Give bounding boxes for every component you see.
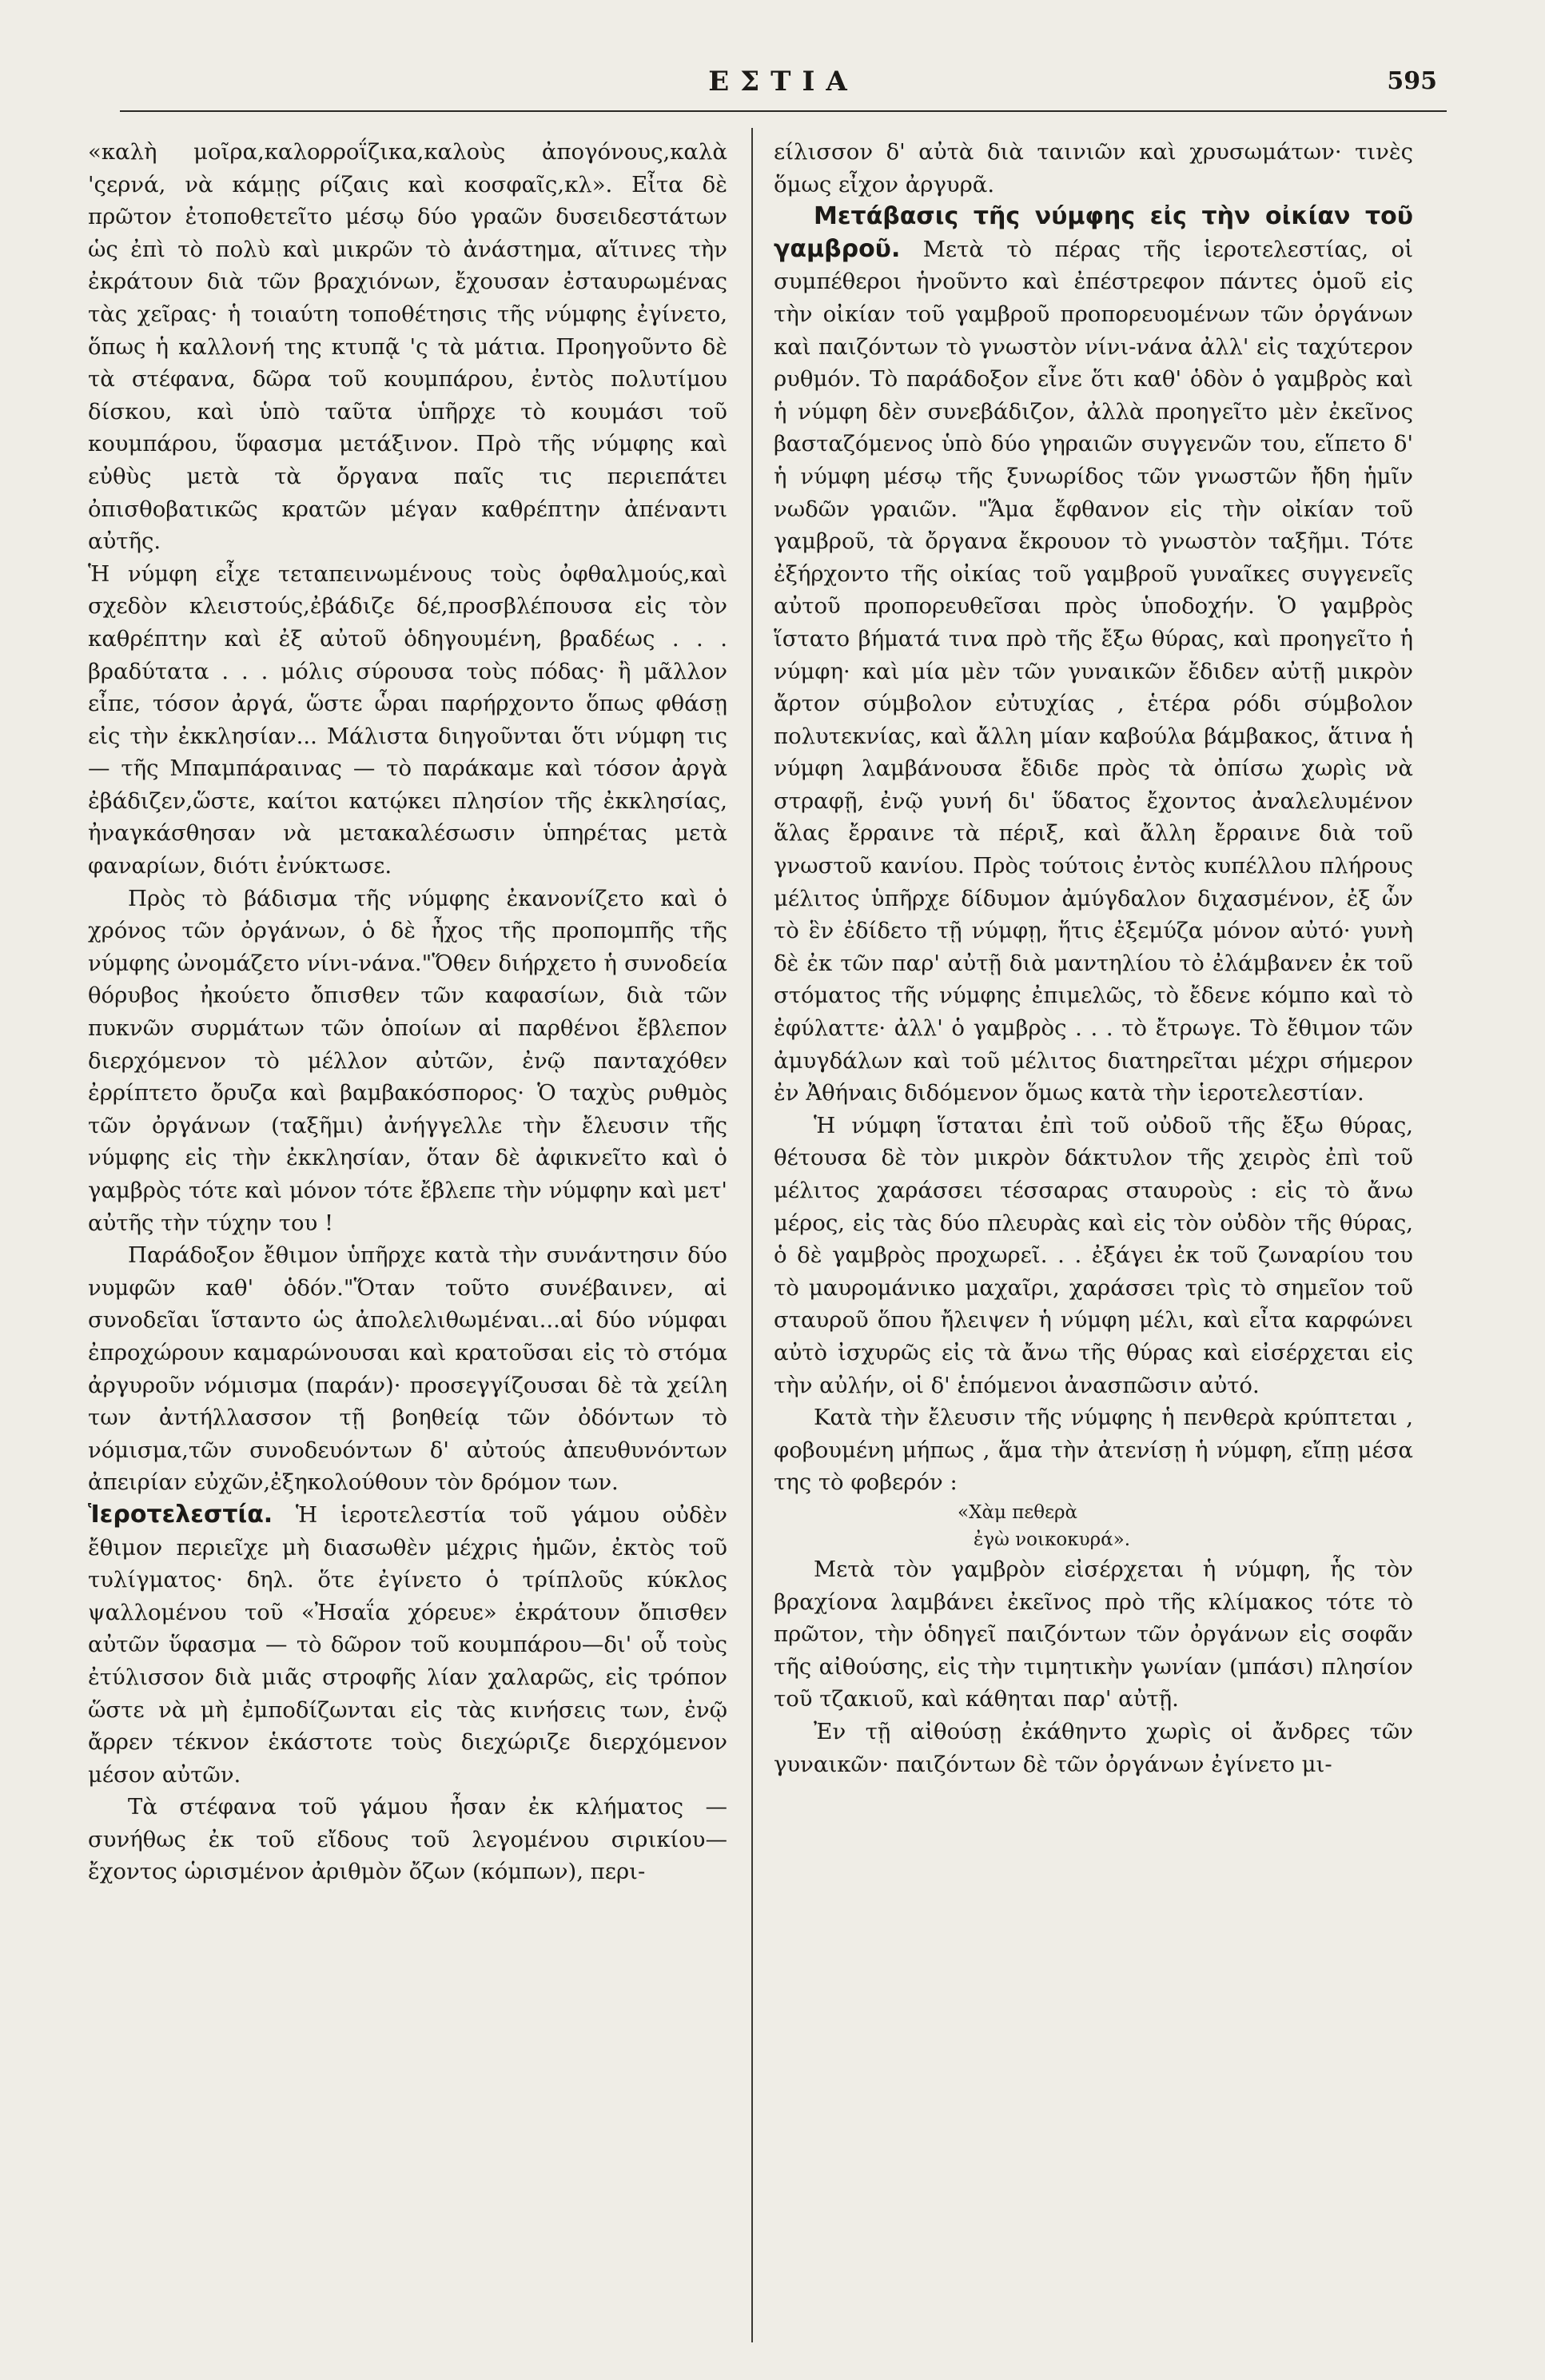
page-header xyxy=(120,66,1447,106)
left-column xyxy=(88,136,727,2342)
masthead-title: ΕΣΤΙΑ xyxy=(708,66,858,98)
paragraph: Τὰ στέφανα τοῦ γάμου ἦσαν ἐκ κλήματος — συνήθως ἐκ τοῦ εἴδους τοῦ λεγομένου σιρικίου— ἔχοντος ὡρισμένον ἀριθμὸν ὄζων (κόμπων), περι- xyxy=(88,1794,727,1885)
column-divider xyxy=(751,128,753,2342)
paragraph xyxy=(88,1499,727,1791)
paragraph xyxy=(774,201,1413,1110)
page-number: 595 xyxy=(1387,67,1437,95)
paragraph: Πρὸς τὸ βάδισμα τῆς νύμφης ἐκανονίζετο καὶ ὁ χρόνος τῶν ὀργάνων, ὁ δὲ ἦχος τῆς προπομπῆς τῆς νύμφης ὠνομάζετο νίνι-νάνα."Ὅθεν διήρχετο ἡ συνοδεία θόρυβος ἠκούετο ὄπισθεν τῶν καφασίων, διὰ τῶν πυκνῶν συρμάτων τῶν ὁποίων αἱ παρθένοι ἔβλεπον διερχόμενον τὸ μέλλον αὐτῶν, ἐνῷ πανταχόθεν ἐρρίπτετο ὄρυζα καὶ βαμβακόσπορος· Ὁ ταχὺς ρυθμὸς τῶν ὀργάνων (ταξῆμι) ἀνήγγελλε τὴν ἔλευσιν τῆς νύμφης εἰς τὴν ἐκκλησίαν, ὅταν δὲ ἀφικνεῖτο καὶ ὁ γαμβρὸς τότε καὶ μόνον τότε ἔβλεπε τὴν νύμφην καὶ μετ' αὐτῆς τὴν τύχην του ! xyxy=(88,885,727,1236)
quote xyxy=(774,1499,1413,1553)
paragraph-text: Μετὰ τὸ πέρας τῆς ἱεροτελεστίας, οἱ συμπέθεροι ἡνοῦντο καὶ ἐπέστρεφον πάντες ὁμοῦ εἰς τὴν οἰκίαν τοῦ γαμβροῦ προπορευομένων τῶν ὀργάνων καὶ παιζόντων τὸ γνωστὸν νίνι-νάνα ἀλλ' εἰς ταχύτερον ρυθμόν. Τὸ παράδοξον εἶνε ὅτι καθ' ὁδὸν ὁ γαμβρὸς καὶ ἡ νύμφη δὲν συνεβάδιζον, ἀλλὰ προηγεῖτο μὲν ἐκεῖνος βασταζόμενος ὑπὸ δύο γηραιῶν συγγενῶν του, εἵπετο δ' ἡ νύμφη μέσῳ τῆς ξυνωρίδος τῶν γνωστῶν ἤδη ἡμῖν νωδῶν γραιῶν. "Ἅμα ἔφθανον εἰς τὴν οἰκίαν τοῦ γαμβροῦ, τὰ ὄργανα ἔκρουον τὸ γνωστὸν ταξῆμι. Τότε ἐξήρχοντο τῆς οἰκίας τοῦ γαμβροῦ γυναῖκες συγγενεῖς αὐτοῦ προπορευθεῖσαι πρὸς ὑποδοχήν. Ὁ γαμβρὸς ἵστατο βήματά τινα πρὸ τῆς ἔξω θύρας, καὶ προηγεῖτο ἡ νύμφη· καὶ μία μὲν τῶν γυναικῶν ἔδιδεν αὐτῇ μικρὸν ἄρτον σύμβολον εὐτυχίας , ἑτέρα ρόδι σύμβολον πολυτεκνίας, καὶ ἄλλη μίαν καβούλα βάμβακος, ἅτινα ἡ νύμφη λαμβάνουσα ἔδιδε πρὸς τὰ ὀπίσω χωρὶς νὰ στραφῇ, ἐνῷ γυνή δι' ὕδατος ἔχοντος ἀναλελυμένον ἅλας ἔρραινε τὰ πέριξ, καὶ ἄλλη ἔρραινε διὰ τοῦ γνωστοῦ κανίου. Πρὸς τούτοις ἐντὸς κυπέλλου πλήρους μέλιτος ὑπῆρχε δίδυμον ἀμύγδαλον διχασμένον, ἐξ ὧν τὸ ἓν ἐδίδετο τῇ νύμφῃ, ἥτις ἐξεμύζα μόνον αὐτό· γυνὴ δὲ ἐκ τῶν παρ' αὐτῇ διὰ μαντηλίου τὸ ἐλάμβανεν ἐκ τοῦ στόματος τῆς νύμφης ἐπιμελῶς, τὸ ἔδενε κόμπο καὶ τὸ ἐφύλαττε· ἀλλ' ὁ γαμβρὸς . . . τὸ ἔτρωγε. Τὸ ἔθιμον τῶν ἀμυγδάλων καὶ τοῦ μέλιτος διατηρεῖται μέχρι σήμερον ἐν Ἀθήναις διδόμενον ὅμως κατὰ τὴν ἱεροτελεστίαν. xyxy=(774,236,1413,1106)
paragraph: Κατὰ τὴν ἔλευσιν τῆς νύμφης ἡ πενθερὰ κρύπτεται , φοβουμένη μήπως , ἅμα τὴν ἀτενίσῃ ἡ νύμφη, εἴπῃ μέσα της τὸ φοβερόν : xyxy=(774,1405,1413,1496)
paragraph-text: Ἡ ἱεροτελεστία τοῦ γάμου οὐδὲν ἔθιμον περιεῖχε μὴ διασωθὲν μέχρις ἡμῶν, ἐκτὸς τοῦ τυλίγματος· δηλ. ὅτε ἐγίνετο ὁ τρίπλοῦς κύκλος ψαλλομένου τοῦ «Ἠσαΐα χόρευε» ἐκράτουν ὄπισθεν αὐτῶν ὕφασμα — τὸ δῶρον τοῦ κουμπάρου—δι' οὗ τοὺς ἐτύλισσον διὰ μιᾶς στροφῆς λίαν χαλαρῶς, εἰς τρόπον ὥστε νὰ μὴ ἐμποδίζωνται εἰς τὰς κινήσεις των, ἐνῷ ἄρρεν τέκνον ἑκάστοτε τοὺς διεχώριζε διερχόμενον μέσον αὐτῶν. xyxy=(88,1501,727,1788)
section-heading: Ἱεροτελεστία. xyxy=(88,1500,273,1529)
header-rule xyxy=(120,110,1447,112)
paragraph: είλισσον δ' αὐτὰ διὰ ταινιῶν καὶ χρυσωμάτων· τινὲς ὅμως εἶχον ἀργυρᾶ. xyxy=(774,139,1413,197)
paragraph: Παράδοξον ἔθιμον ὑπῆρχε κατὰ τὴν συνάντησιν δύο νυμφῶν καθ' ὁδόν."Ὅταν τοῦτο συνέβαινεν, αἱ συνοδεῖαι ἵσταντο ὡς ἀπολελιθωμέναι...αἱ δύο νύμφαι ἐπροχώρουν καμαρώνουσαι καὶ κρατοῦσαι εἰς τὸ στόμα ἀργυροῦν νόμισμα (παράν)· προσεγγίζουσαι δὲ τὰ χείλη των ἀντήλλασσον τῇ βοηθείᾳ τῶν ὀδόντων τὸ νόμισμα,τῶν συνοδευόντων δ' αὐτούς ἀπευθυνόντων ἀπειρίαν εὐχῶν,ἐξηκολούθουν τὸν δρόμον των. xyxy=(88,1242,727,1496)
section-heading: Μετάβασις τῆς νύμφης εἰς τὴν οἰκίαν τοῦ γαμβροῦ. xyxy=(774,202,1413,263)
quote-line: ἐγὼ νοικοκυρά». xyxy=(974,1529,1131,1550)
paragraph: Ἡ νύμφη ἵσταται ἐπὶ τοῦ οὐδοῦ τῆς ἔξω θύρας, θέτουσα δὲ τὸν μικρὸν δάκτυλον τῆς χειρὸς ἐπὶ τοῦ μέλιτος χαράσσει τέσσαρας σταυροὺς : εἰς τὸ ἄνω μέρος, εἰς τὰς δύο πλευρὰς καὶ εἰς τὸν οὐδὸν τῆς θύρας, ὁ δὲ γαμβρὸς προχωρεῖ. . . ἐξάγει ἐκ τοῦ ζωναρίου του τὸ μαυρομάνικο μαχαῖρι, χαράσσει τρὶς τὸ σημεῖον τοῦ σταυροῦ ὅπου ἤλειψεν ἡ νύμφη μέλι, καὶ εἶτα καρφώνει αὐτὸ ἰσχυρῶς εἰς τὰ ἄνω τῆς θύρας καὶ εἰσέρχεται εἰς τὴν αὐλήν, οἱ δ' ἑπόμενοι ἀνασπῶσιν αὐτό. xyxy=(774,1112,1413,1398)
right-column xyxy=(774,136,1413,2342)
quote-line: «Χὰμ πεθερὰ xyxy=(958,1501,1078,1523)
paragraph: Μετὰ τὸν γαμβρὸν εἰσέρχεται ἡ νύμφη, ἧς τὸν βραχίονα λαμβάνει ἐκεῖνος πρὸ τῆς κλίμακος τότε τὸ πρῶτον, τὴν ὁδηγεῖ παιζόντων τῶν ὀργάνων εἰς σοφᾶν τῆς αἰθούσης, εἰς τὴν τιμητικὴν γωνίαν (μπάσι) πλησίον τοῦ τζακιοῦ, καὶ κάθηται παρ' αὐτῇ. xyxy=(774,1556,1413,1712)
paragraph: Ἡ νύμφη εἶχε τεταπεινωμένους τοὺς ὀφθαλμούς,καὶ σχεδὸν κλειστούς,ἐβάδιζε δέ,προσβλέπουσα εἰς τὸν καθρέπτην καὶ ἐξ αὐτοῦ ὁδηγουμένη, βραδέως . . . βραδύτατα . . . μόλις σύρουσα τοὺς πόδας· ἢ μᾶλλον εἶπε, τόσον ἀργά, ὥστε ὧραι παρήρχοντο ὅπως φθάσῃ εἰς τὴν ἐκκλησίαν... Μάλιστα διηγοῦνται ὅτι νύμφη τις — τῆς Μπαμπάραινας — τὸ παράκαμε καὶ τόσον ἀργὰ ἐβάδιζεν,ὥστε, καίτοι κατῴκει πλησίον τῆς ἐκκλησίας, ἠναγκάσθησαν νὰ μετακαλέσωσιν ὑπηρέτας μετὰ φαναρίων, διότι ἐνύκτωσε. xyxy=(88,560,727,879)
paragraph: Ἐν τῇ αἰθούσῃ ἐκάθηντο χωρὶς οἱ ἄνδρες τῶν γυναικῶν· παιζόντων δὲ τῶν ὀργάνων ἐγίνετο μι- xyxy=(774,1718,1413,1777)
paragraph: «καλὴ μοῖρα,καλορροΐζικα,καλοὺς ἀπογόνους,καλὰ 'ςερνά, νὰ κάμῃς ρίζαις καὶ κοσφαῖς,κλ». Εἶτα δὲ πρῶτον ἐτοποθετεῖτο μέσῳ δύο γραῶν δυσειδεστάτων ὡς ἐπὶ τὸ πολὺ καὶ μικρῶν τὸ ἀνάστημα, αἵτινες τὴν ἐκράτουν διὰ τῶν βραχιόνων, ἔχουσαν ἐσταυρωμένας τὰς χεῖρας· ἡ τοιαύτη τοποθέτησις τῆς νύμφης ἐγίνετο, ὅπως ἡ καλλονή της κτυπᾷ 'ς τὰ μάτια. Προηγοῦντο δὲ τὰ στέφανα, δῶρα τοῦ κουμπάρου, ἐντὸς πολυτίμου δίσκου, καὶ ὑπὸ ταῦτα ὑπῆρχε τὸ κουμάσι τοῦ κουμπάρου, ὕφασμα μετάξινον. Πρὸ τῆς νύμφης καὶ εὐθὺς μετὰ τὰ ὄργανα παῖς τις περιεπάτει ὀπισθοβατικῶς κρατῶν μέγαν καθρέπτην ἀπέναντι αὐτῆς. xyxy=(88,139,727,555)
